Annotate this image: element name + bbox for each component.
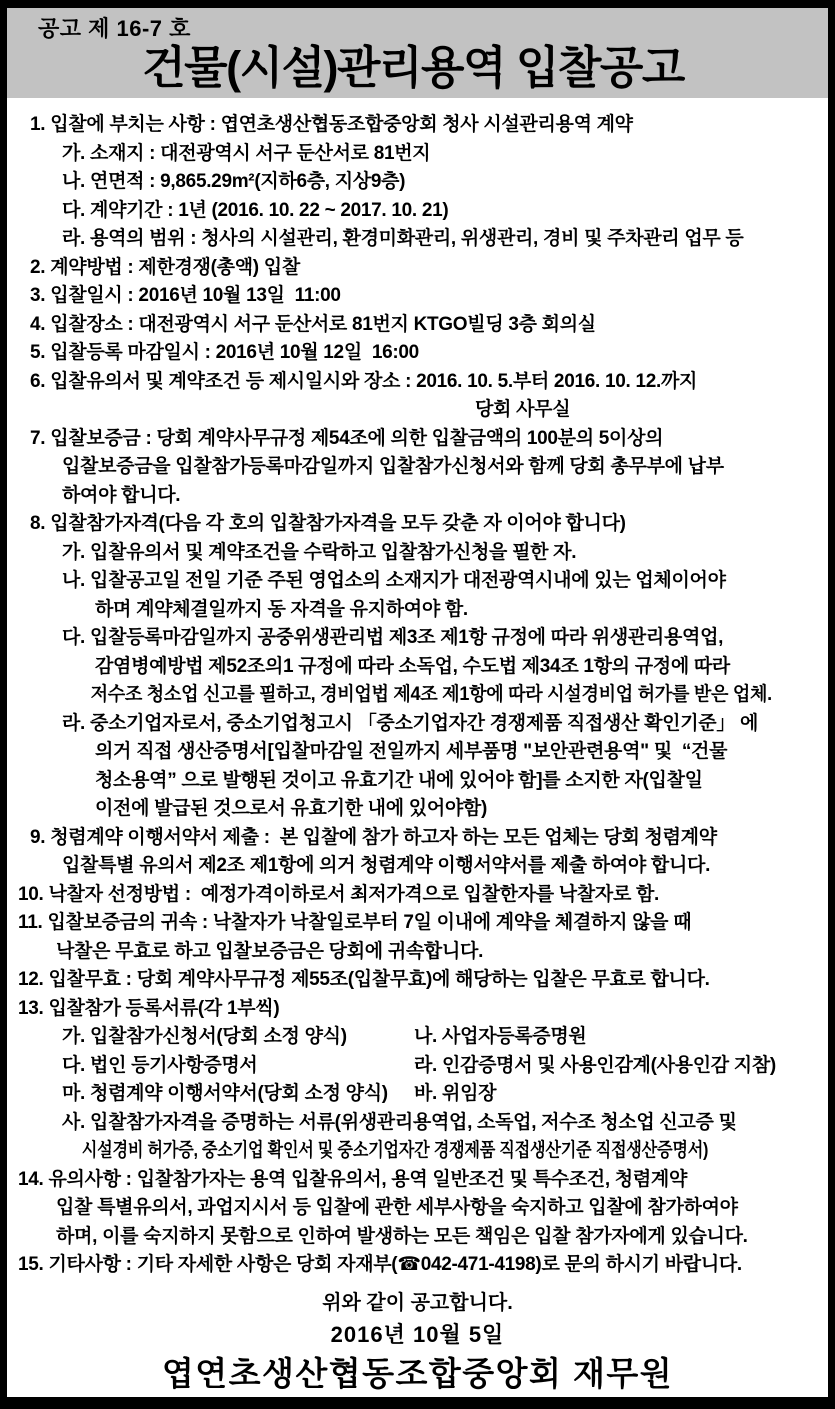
body-line: 입찰보증금을 입찰참가등록마감일까지 입찰참가신청서와 함께 당회 총무부에 납부 xyxy=(62,456,724,477)
page-title: 건물(시설)관리용역 입찰공고 xyxy=(142,42,684,93)
issuer-signature: 엽연초생산협동조합중앙회 재무원 xyxy=(161,1354,674,1392)
body-line: 하여야 합니다. xyxy=(62,484,181,506)
document-item-left: 가. 입찰참가신청서(당회 소정 양식) xyxy=(62,1026,347,1047)
notice-body xyxy=(7,98,828,1280)
document-item-right: 바. 위임장 xyxy=(414,1083,497,1104)
body-line: 이전에 발급된 것으로서 유효기한 내에 있어야함) xyxy=(95,798,488,819)
body-line: 저수조 청소업 신고를 필하고, 경비업법 제4조 제1항에 따라 시설경비업 허가를 받은 업체. xyxy=(90,684,772,705)
body-line: 가. 입찰유의서 및 계약조건을 수락하고 입찰참가신청을 필한 자. xyxy=(62,541,577,563)
body-line: 3. 입찰일시 : 2016년 10월 13일 11:00 xyxy=(30,285,341,306)
body-line: 5. 입찰등록 마감일시 : 2016년 10월 12일 16:00 xyxy=(30,342,419,363)
body-line: 의거 직접 생산증명서[입찰마감일 전일까지 세부품명 "보안관련용역" 및 “건물 xyxy=(95,741,728,762)
body-line: 7. 입찰보증금 : 당회 계약사무규정 제54조에 의한 입찰금액의 100분의 5이상의 xyxy=(30,427,664,449)
document-item-left: 마. 청렴계약 이행서약서(당회 소정 양식) xyxy=(62,1083,388,1104)
body-line: 낙찰은 무효로 하고 입찰보증금은 당회에 귀속합니다. xyxy=(56,940,484,962)
body-line: 나. 입찰공고일 전일 기준 주된 영업소의 소재지가 대전광역시내에 있는 업체이어야 xyxy=(62,570,726,591)
body-line: 나. 연면적 : 9,865.29m²(지하6층, 지상9층) xyxy=(62,171,406,192)
body-line: 라. 용역의 범위 : 청사의 시설관리, 환경미화관리, 위생관리, 경비 및 주차관리 업무 등 xyxy=(62,228,744,249)
body-line: 9. 청렴계약 이행서약서 제출 : 본 입찰에 참가 하고자 하는 모든 업체는 당회 청렴계약 xyxy=(30,826,717,848)
body-line: 사. 입찰참가자격을 증명하는 서류(위생관리용역업, 소독업, 저수조 청소업 신고증 및 xyxy=(62,1111,737,1133)
notice-footer xyxy=(7,1288,828,1396)
body-line: 청소용역” 으로 발행된 것이고 유효기간 내에 있어야 함]를 소지한 자(입찰일 xyxy=(95,769,703,791)
body-line: 다. 입찰등록마감일까지 공중위생관리법 제3조 제1항 규정에 따라 위생관리용역업, xyxy=(62,627,724,648)
body-line: 13. 입찰참가 등록서류(각 1부씩) xyxy=(18,997,280,1019)
body-line: 입찰 특별유의서, 과업지시서 등 입찰에 관한 세부사항을 숙지하고 입찰에 참가하여야 xyxy=(56,1197,738,1218)
body-line: 8. 입찰참가자격(다음 각 호의 입찰참가자격을 모두 갖춘 자 이어야 합니다) xyxy=(30,513,626,534)
body-line: 하며 계약체결일까지 동 자격을 유지하여야 함. xyxy=(95,598,468,620)
document-item-right: 라. 인감증명서 및 사용인감계(사용인감 지참) xyxy=(414,1054,776,1076)
announcement-date: 2016년 10월 5일 xyxy=(330,1321,505,1347)
notice-header xyxy=(7,8,828,98)
document-item-left: 다. 법인 등기사항증명서 xyxy=(62,1054,258,1076)
body-line: 10. 낙찰자 선정방법 : 예정가격이하로서 최저가격으로 입찰한자를 낙찰자로 함. xyxy=(18,883,660,905)
body-line: 6. 입찰유의서 및 계약조건 등 제시일시와 장소 : 2016. 10. 5.부터 2016. 10. 12.까지 xyxy=(30,370,698,392)
body-line: 2. 계약방법 : 제한경쟁(총액) 입찰 xyxy=(30,256,300,278)
body-line: 시설경비 허가증, 중소기업 확인서 및 중소기업자간 경쟁제품 직접생산기준 직접생산증명서) xyxy=(81,1140,709,1161)
body-line: 당회 사무실 xyxy=(475,399,571,420)
document-list-row xyxy=(7,1023,828,1052)
body-line: 15. 기타사항 : 기타 자세한 사항은 당회 자재부(☎042-471-4198)로 문의 하시기 바랍니다. xyxy=(18,1254,742,1275)
body-line: 12. 입찰무효 : 당회 계약사무규정 제55조(입찰무효)에 해당하는 입찰은 무효로 합니다. xyxy=(18,969,710,990)
body-line: 입찰특별 유의서 제2조 제1항에 의거 청렴계약 이행서약서를 제출 하여야 합니다. xyxy=(62,855,711,876)
body-line: 1. 입찰에 부치는 사항 : 엽연초생산협동조합중앙회 청사 시설관리용역 계약 xyxy=(30,114,633,135)
notice-number: 공고 제 16-7 호 xyxy=(38,16,191,41)
document-list-row xyxy=(7,1052,828,1081)
body-line: 다. 계약기간 : 1년 (2016. 10. 22 ~ 2017. 10. 21) xyxy=(62,199,449,221)
document-item-right: 나. 사업자등록증명원 xyxy=(414,1026,587,1047)
body-line: 하며, 이를 숙지하지 못함으로 인하여 발생하는 모든 책임은 입찰 참가자에게 있습니다. xyxy=(56,1225,748,1247)
body-line: 감염병예방법 제52조의1 규정에 따라 소독업, 수도법 제34조 1항의 규정에 따라 xyxy=(95,655,730,677)
body-line: 11. 입찰보증금의 귀속 : 낙찰자가 낙찰일로부터 7일 이내에 계약을 체결하지 않을 때 xyxy=(18,912,692,933)
body-line: 가. 소재지 : 대전광역시 서구 둔산서로 81번지 xyxy=(62,142,431,164)
body-line: 4. 입찰장소 : 대전광역시 서구 둔산서로 81번지 KTGO빌딩 3층 회의실 xyxy=(30,313,596,335)
body-line: 라. 중소기업자로서, 중소기업청고시 「중소기업자간 경쟁제품 직접생산 확인기준」 에 xyxy=(62,712,759,734)
closing-statement: 위와 같이 공고합니다. xyxy=(322,1291,513,1314)
body-line: 14. 유의사항 : 입찰참가자는 용역 입찰유의서, 용역 일반조건 및 특수조건, 청렴계약 xyxy=(18,1168,688,1190)
document-list-row xyxy=(7,1080,828,1109)
